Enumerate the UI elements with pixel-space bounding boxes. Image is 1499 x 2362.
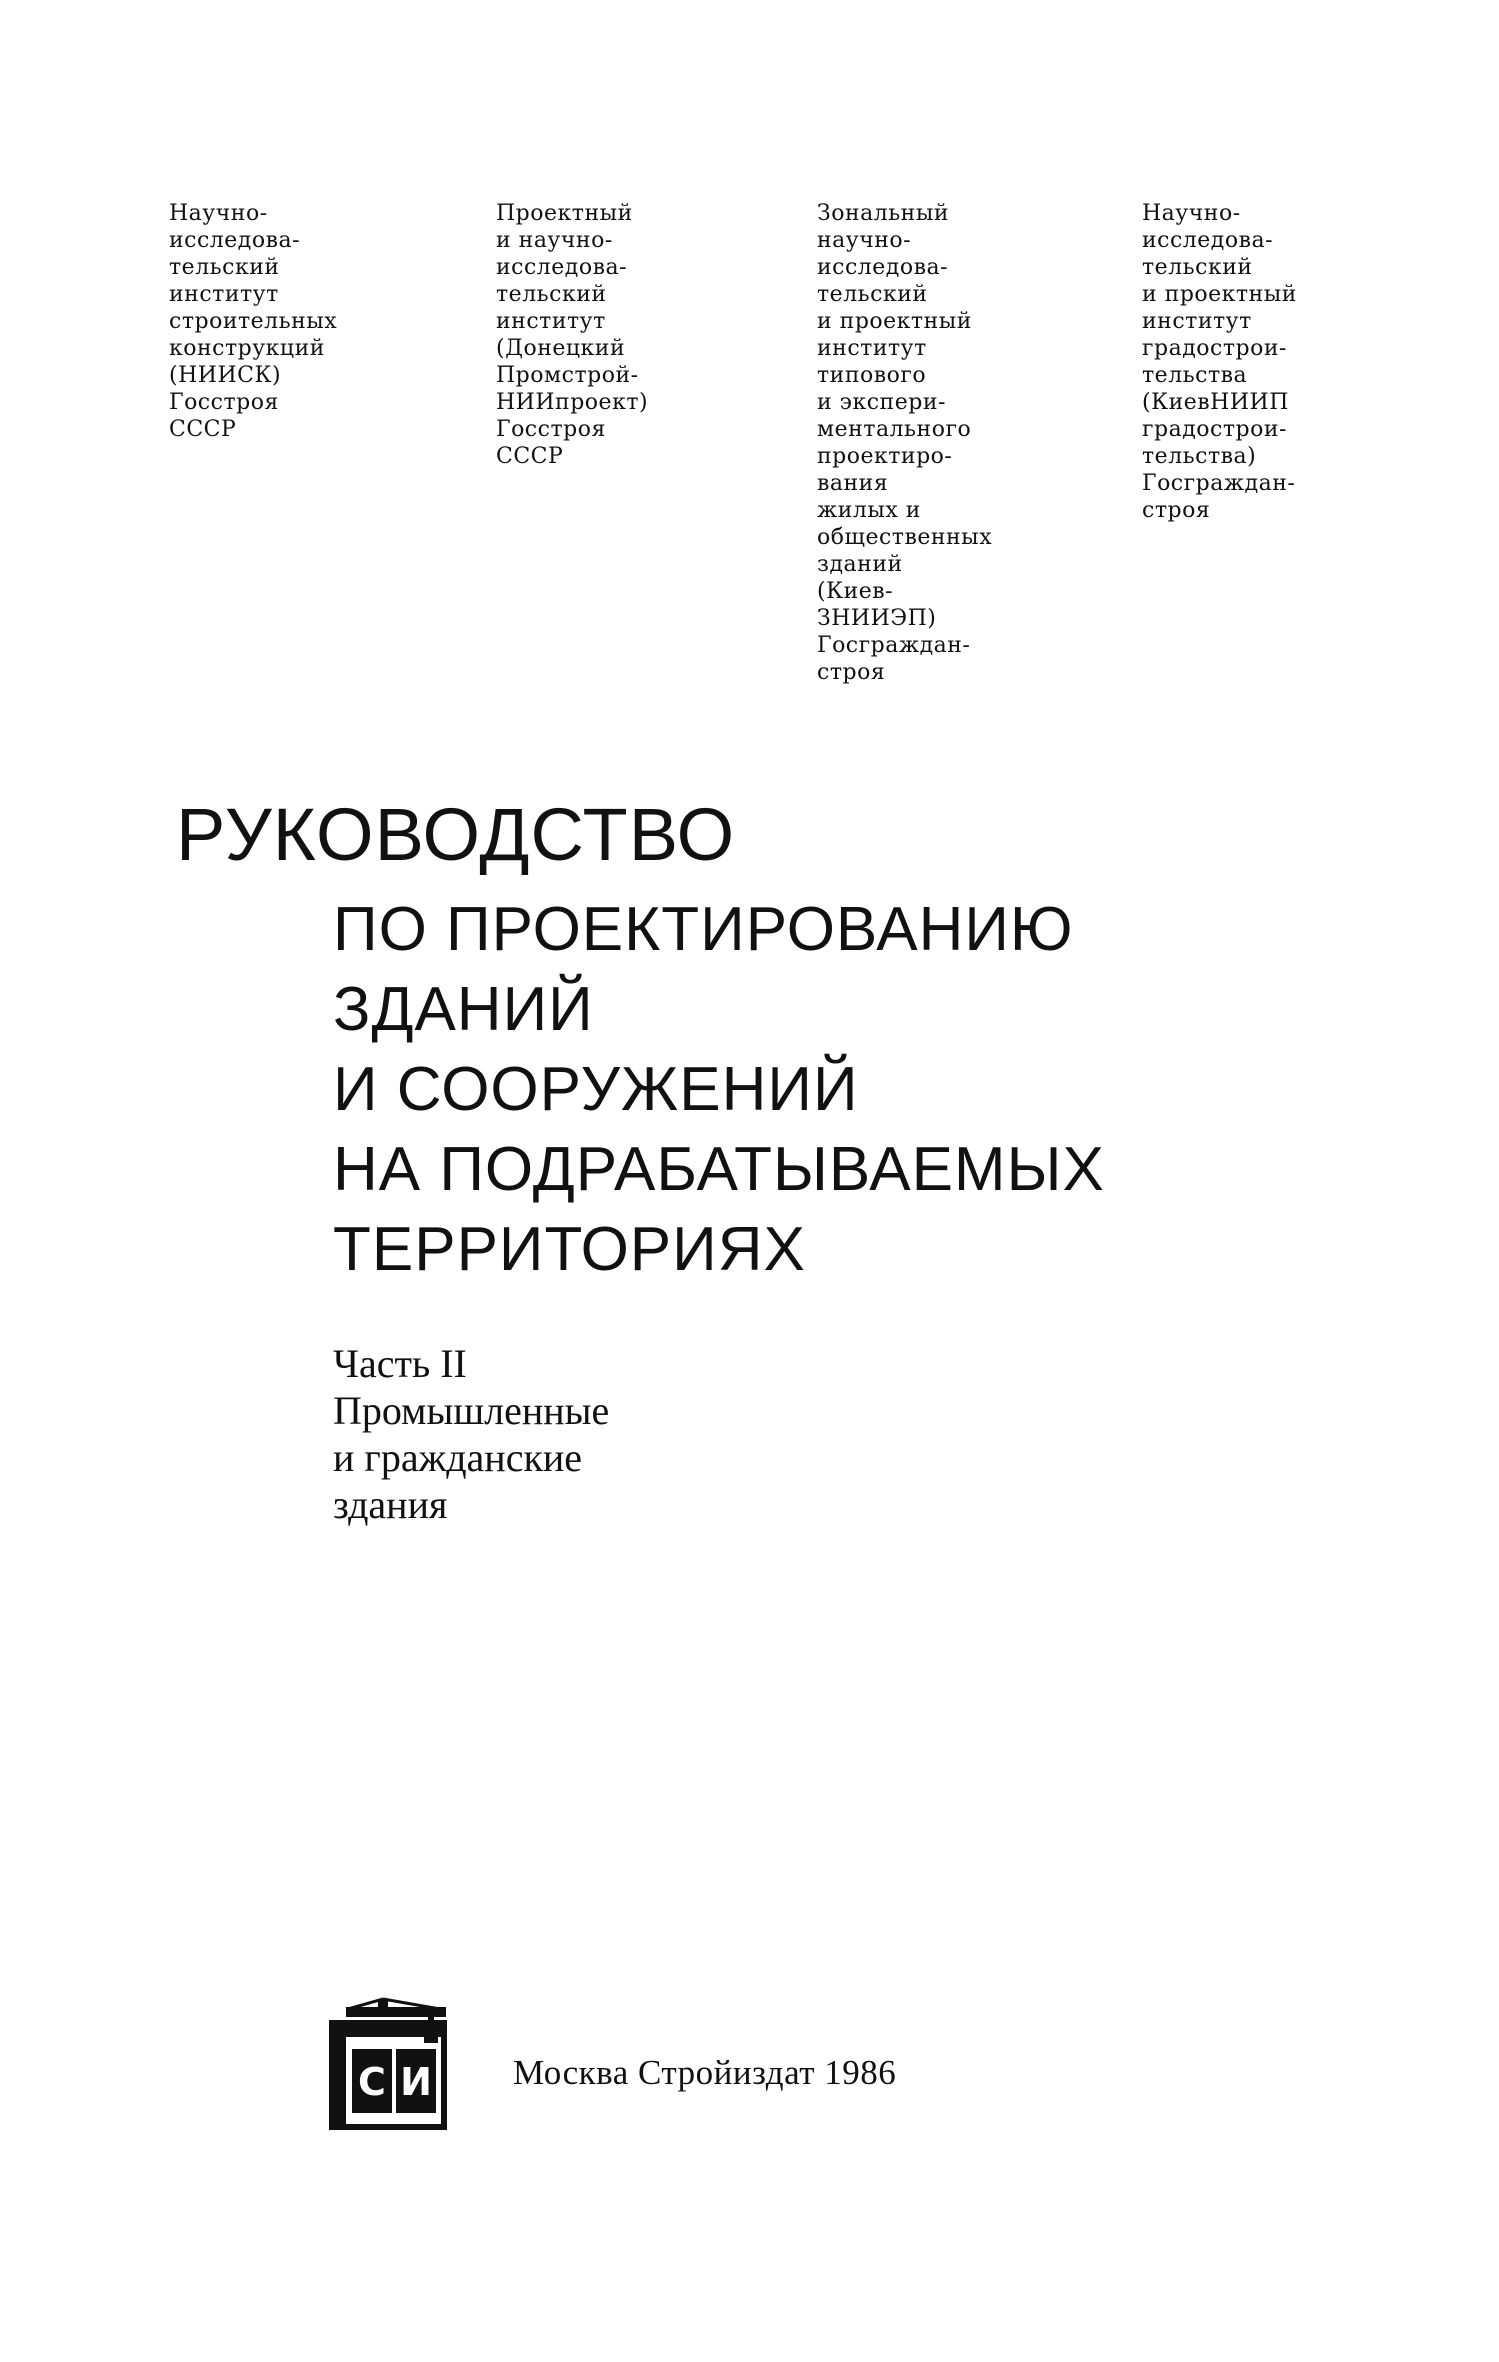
crane-building-icon [328, 1995, 448, 2130]
institutes-header [0, 200, 1499, 720]
institute-kievniip [1142, 200, 1297, 524]
institute-line: строя [817, 660, 886, 685]
institute-line: Промстрой- [496, 363, 639, 388]
subtitle-line: И СООРУЖЕНИЙ [333, 1055, 859, 1124]
institute-kievzniiep [817, 200, 992, 686]
institute-line: градострои- [1142, 336, 1287, 361]
institute-line: ментального [817, 417, 972, 442]
institute-line: строительных [169, 309, 338, 334]
institute-line: и экспери- [817, 390, 946, 415]
institute-line: вания [817, 471, 889, 496]
institute-line: конструкций [169, 336, 325, 361]
imprint: Москва Стройиздат 1986 [513, 2053, 897, 2092]
institute-line: институт [169, 282, 279, 307]
book-title: РУКОВОДСТВО [176, 793, 736, 876]
institute-line: исследова- [1142, 228, 1274, 253]
institute-line: научно- [817, 228, 912, 253]
institute-line: общественных [817, 525, 993, 550]
book-subtitle [333, 890, 1105, 1290]
institute-line: и проектный [1142, 282, 1297, 307]
institute-line: тельский [169, 255, 280, 280]
institute-line: тельский [1142, 255, 1253, 280]
institute-line: (НИИСК) [169, 363, 282, 388]
institute-line: тельства) [1142, 444, 1257, 469]
institute-line: ЗНИИЭП) [817, 606, 937, 631]
part-name-line: Промышленные [333, 1388, 610, 1433]
part-name-line: здания [333, 1482, 448, 1527]
institute-line: (Киев- [817, 579, 894, 604]
subtitle-line: НА ПОДРАБАТЫВАЕМЫХ [333, 1135, 1105, 1204]
institute-line: институт [1142, 309, 1252, 334]
institute-line: Госстроя [496, 417, 606, 442]
institute-line: и научно- [496, 228, 613, 253]
part-name-line: и гражданские [333, 1435, 583, 1480]
institute-line: зданий [817, 552, 903, 577]
institute-line: тельский [817, 282, 928, 307]
subtitle-line: ТЕРРИТОРИЯХ [333, 1215, 806, 1284]
institute-line: НИИпроект) [496, 390, 649, 415]
institute-line: исследова- [817, 255, 949, 280]
institute-line: СССР [169, 417, 237, 442]
institute-line: Научно- [169, 201, 268, 226]
institute-line: исследова- [169, 228, 301, 253]
institute-line: Госграждан- [1142, 471, 1296, 496]
institute-line: Проектный [496, 201, 633, 226]
institute-line: институт [817, 336, 927, 361]
publisher-block [328, 1995, 1228, 2135]
institute-promstroyniiproekt [496, 200, 648, 470]
logo-letter-i: И [400, 2060, 432, 2104]
part-label: Часть II [333, 1341, 467, 1386]
institute-line: проектиро- [817, 444, 953, 469]
institute-line: типового [817, 363, 927, 388]
institute-line: (КиевНИИП [1142, 390, 1289, 415]
institute-line: строя [1142, 498, 1211, 523]
institute-line: Зональный [817, 201, 950, 226]
institute-line: (Донецкий [496, 336, 626, 361]
subtitle-line: ПО ПРОЕКТИРОВАНИЮ [333, 895, 1074, 964]
part-info [333, 1340, 609, 1528]
institute-line: институт [496, 309, 606, 334]
institute-niisk [169, 200, 337, 443]
institute-line: исследова- [496, 255, 628, 280]
institute-line: Научно- [1142, 201, 1241, 226]
institute-line: жилых и [817, 498, 921, 523]
institute-line: и проектный [817, 309, 972, 334]
institute-line: Госграждан- [817, 633, 971, 658]
logo-letter-c: С [358, 2060, 386, 2104]
institute-line: СССР [496, 444, 564, 469]
institute-line: тельский [496, 282, 607, 307]
institute-line: тельства [1142, 363, 1248, 388]
subtitle-line: ЗДАНИЙ [333, 975, 594, 1044]
institute-line: градострои- [1142, 417, 1287, 442]
institute-line: Госстроя [169, 390, 279, 415]
